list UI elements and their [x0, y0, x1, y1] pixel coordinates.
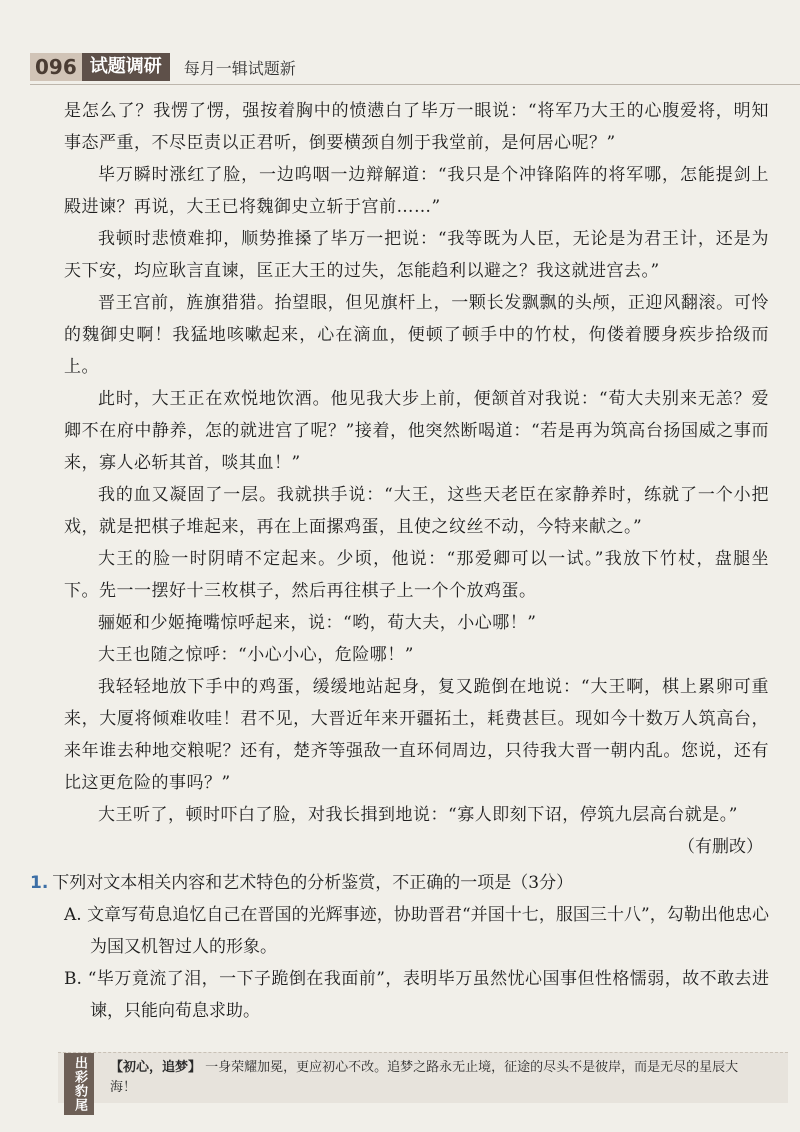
page-header	[30, 52, 296, 82]
article-body	[30, 95, 769, 1027]
paragraph: 此时，大王正在欢悦地饮酒。他见我大步上前，便颔首对我说：“荀大夫别来无恙？爱卿不在府中静养，怎的就进宫了呢？”接着，他突然断喝道：“若是再为筑高台扬国威之事而来，寡人必斩其首，啖其血！”	[64, 389, 769, 473]
footer-title: 【初心，追梦】	[110, 1060, 202, 1075]
page-number: 096	[30, 53, 82, 81]
paragraph: 毕万瞬时涨红了脸，一边呜咽一边辩解道：“我只是个冲锋陷阵的将军哪，怎能提剑上殿进谏？再说，大王已将魏御史立斩于宫前……”	[64, 165, 769, 217]
paragraph: 大王的脸一时阴晴不定起来。少顷，他说：“那爱卿可以一试。”我放下竹杖，盘腿坐下。先一一摆好十三枚棋子，然后再往棋子上一个个放鸡蛋。	[64, 549, 769, 601]
question-text: 下列对文本相关内容和艺术特色的分析鉴赏，不正确的一项是（3分）	[52, 873, 574, 893]
section-slogan: 每月一辑试题新	[183, 58, 296, 78]
paragraph: 我顿时悲愤难抑，顺势推搡了毕万一把说：“我等既为人臣，无论是为君王计，还是为天下安，均应耿言直谏，匡正大王的过失，怎能趋利以避之？我这就进宫去。”	[64, 229, 769, 281]
paragraph: 晋王宫前，旌旗猎猎。抬望眼，但见旗杆上，一颗长发飘飘的头颅，正迎风翻滚。可怜的魏御史啊！我猛地咳嗽起来，心在滴血，便顿了顿手中的竹杖，佝偻着腰身疾步拾级而上。	[64, 293, 769, 377]
option-a: A. 文章写荀息追忆自己在晋国的光辉事迹，协助晋君“并国十七，服国三十八”，勾勒出他忠心为国又机智过人的形象。	[64, 905, 769, 957]
paragraph: 我的血又凝固了一层。我就拱手说：“大王，这些天老臣在家静养时，练就了一个小把戏，就是把棋子堆起来，再在上面摞鸡蛋，且使之纹丝不动，今特来献之。”	[64, 485, 769, 537]
paragraph: 大王听了，顿时吓白了脸，对我长揖到地说：“寡人即刻下诏，停筑九层高台就是。”	[98, 805, 738, 825]
paragraph: 骊姬和少姬掩嘴惊呼起来，说：“哟，荀大夫，小心哪！”	[98, 613, 537, 633]
source-note: （有删改）	[678, 837, 763, 857]
question-1	[30, 867, 769, 1027]
footer-text	[110, 1058, 750, 1098]
footer-badge: 出彩豹尾	[64, 1053, 94, 1115]
option-b: B. “毕万竟流了泪，一下子跪倒在我面前”，表明毕万虽然忧心国事但性格懦弱，故不敢去进谏，只能向荀息求助。	[64, 969, 769, 1021]
section-name: 试题调研	[82, 53, 170, 81]
paragraph: 是怎么了？我愣了愣，强按着胸中的愤懑白了毕万一眼说：“将军乃大王的心腹爱将，明知事态严重，不尽臣责以正君听，倒要横颈自刎于我堂前，是何居心呢？”	[64, 101, 769, 153]
footer-quote-box	[58, 1052, 788, 1112]
paragraph: 大王也随之惊呼：“小心小心，危险哪！”	[98, 645, 414, 665]
paragraph: 我轻轻地放下手中的鸡蛋，缓缓地站起身，复又跪倒在地说：“大王啊，棋上累卵可重来，大厦将倾难收哇！君不见，大晋近年来开疆拓土，耗费甚巨。现如今十数万人筑高台，来年谁去种地交粮呢？还有，楚齐等强敌一直环伺周边，只待我大晋一朝内乱。您说，还有比这更危险的事吗？”	[64, 677, 769, 793]
footer-body: 一身荣耀加冕，更应初心不改。追梦之路永无止境，征途的尽头不是彼岸，而是无尽的星辰大海！	[110, 1060, 739, 1095]
header-divider	[30, 84, 800, 85]
question-stem	[30, 867, 769, 899]
question-number: 1.	[30, 873, 49, 893]
